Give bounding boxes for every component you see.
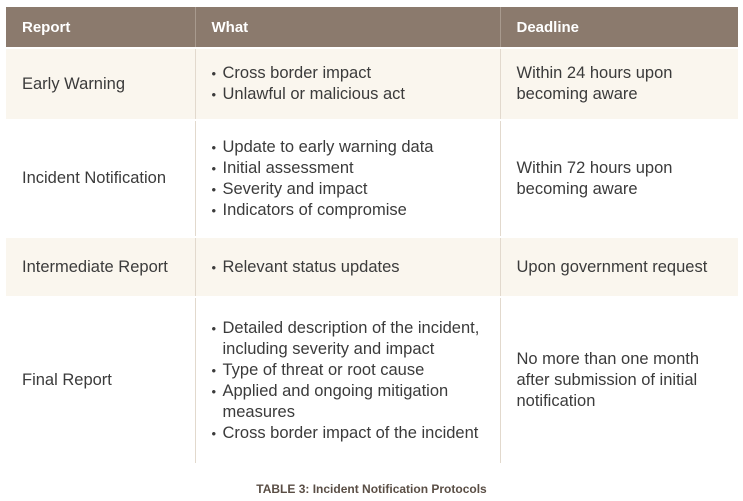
what-cell: [195, 297, 500, 463]
table-caption: TABLE 3: Incident Notification Protocols: [256, 482, 487, 496]
list-item: • Applied and ongoing mitigation measures: [212, 381, 488, 423]
table-row: [6, 120, 738, 237]
what-cell: [195, 48, 500, 120]
table-header-row: [6, 7, 738, 48]
report-cell: Final Report: [6, 297, 195, 463]
header-what: What: [195, 7, 500, 48]
deadline-cell: Within 72 hours upon becoming aware: [500, 120, 738, 237]
what-list: [212, 318, 488, 444]
list-item: • Unlawful or malicious act: [212, 84, 488, 105]
header-deadline: Deadline: [500, 7, 738, 48]
report-cell: Incident Notification: [6, 120, 195, 237]
table-container: [6, 7, 738, 463]
what-cell: [195, 237, 500, 297]
list-item: • Detailed description of the incident, including severity and impact: [212, 318, 488, 360]
deadline-cell: No more than one month after submission of initial notification: [500, 297, 738, 463]
what-list: [212, 63, 488, 105]
table-row: [6, 237, 738, 297]
report-cell: Early Warning: [6, 48, 195, 120]
what-list: [212, 257, 488, 278]
list-item: • Type of threat or root cause: [212, 360, 488, 381]
header-report: Report: [6, 7, 195, 48]
what-cell: [195, 120, 500, 237]
deadline-cell: Upon government request: [500, 237, 738, 297]
table-row: [6, 48, 738, 120]
list-item: • Initial assessment: [212, 158, 488, 179]
list-item: • Update to early warning data: [212, 137, 488, 158]
list-item: • Cross border impact of the incident: [212, 423, 488, 444]
what-list: [212, 137, 488, 221]
table-row: [6, 297, 738, 463]
incident-notification-table: [6, 7, 738, 463]
list-item: • Indicators of compromise: [212, 200, 488, 221]
list-item: • Relevant status updates: [212, 257, 488, 278]
report-cell: Intermediate Report: [6, 237, 195, 297]
list-item: • Cross border impact: [212, 63, 488, 84]
deadline-cell: Within 24 hours upon becoming aware: [500, 48, 738, 120]
list-item: • Severity and impact: [212, 179, 488, 200]
